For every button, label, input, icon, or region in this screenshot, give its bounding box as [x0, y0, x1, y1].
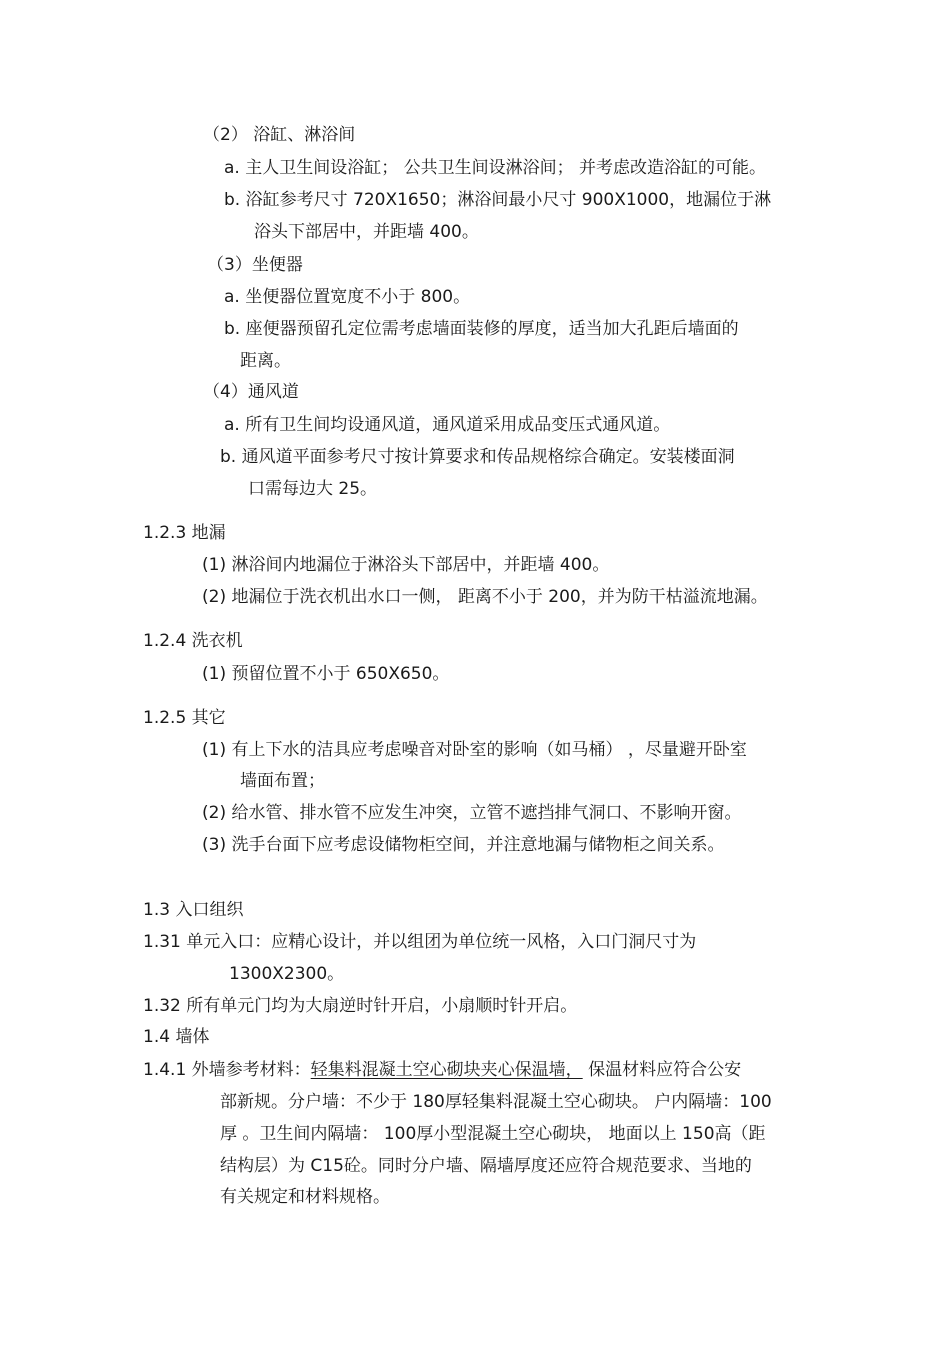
item-1-31-cont: 1300X2300。 — [229, 964, 345, 984]
item-bathtub-shower: （2） 浴缸、淋浴间 — [203, 125, 356, 145]
item-1-4-1-cont-4: 有关规定和材料规格。 — [220, 1187, 390, 1207]
section-1-2-3: 1.2.3 地漏 — [143, 523, 226, 543]
item-bathtub-b-cont: 浴头下部居中，并距墙 400。 — [254, 222, 479, 242]
item-toilet: （3）坐便器 — [207, 255, 303, 275]
item-other-3: (3) 洗手台面下应考虑设储物柜空间，并注意地漏与储物柜之间关系。 — [202, 835, 725, 855]
item-1-4-1-cont-2: 厚 。卫生间内隔墙： 100厚小型混凝土空心砌块， 地面以上 150高（距 — [220, 1124, 766, 1144]
item-toilet-b: b. 座便器预留孔定位需考虑墙面装修的厚度，适当加大孔距后墙面的 — [224, 319, 739, 339]
item-floor-drain-1: (1) 淋浴间内地漏位于淋浴头下部居中，并距墙 400。 — [202, 555, 610, 575]
item-ventilation-b-cont: 口需每边大 25。 — [248, 479, 378, 499]
item-1-31: 1.31 单元入口：应精心设计，并以组团为单位统一风格，入口门洞尺寸为 — [143, 932, 697, 952]
item-1-4-1 — [143, 1059, 741, 1081]
item-other-1-cont: 墙面布置； — [240, 771, 325, 791]
item-toilet-b-cont: 距离。 — [240, 351, 291, 371]
exterior-wall-note: 保温材料应符合公安 — [582, 1060, 742, 1080]
item-ventilation: （4）通风道 — [203, 382, 299, 402]
section-1-2-5: 1.2.5 其它 — [143, 708, 226, 728]
item-1-32: 1.32 所有单元门均为大扇逆时针开启，小扇顺时针开启。 — [143, 996, 578, 1016]
item-washer-1: (1) 预留位置不小于 650X650。 — [202, 664, 450, 684]
section-1-4: 1.4 墙体 — [143, 1027, 210, 1047]
item-other-2: (2) 给水管、排水管不应发生冲突，立管不遮挡排气洞口、不影响开窗。 — [202, 803, 742, 823]
item-1-4-1-cont-3: 结构层）为 C15砼。同时分户墙、隔墙厚度还应符合规范要求、当地的 — [220, 1156, 752, 1176]
item-toilet-a: a. 坐便器位置宽度不小于 800。 — [224, 287, 471, 307]
item-other-1: (1) 有上下水的洁具应考虑噪音对卧室的影响（如马桶） ，尽量避开卧室 — [202, 740, 747, 760]
item-floor-drain-2: (2) 地漏位于洗衣机出水口一侧， 距离不小于 200，并为防干枯溢流地漏。 — [202, 587, 768, 607]
exterior-wall-label: 1.4.1 外墙参考材料： — [143, 1060, 311, 1080]
item-bathtub-a: a. 主人卫生间设浴缸； 公共卫生间设淋浴间； 并考虑改造浴缸的可能。 — [224, 158, 767, 178]
item-1-4-1-cont-1: 部新规。分户墙：不少于 180厚轻集料混凝土空心砌块。 户内隔墙：100 — [220, 1092, 772, 1112]
section-1-2-4: 1.2.4 洗衣机 — [143, 631, 243, 651]
item-ventilation-b: b. 通风道平面参考尺寸按计算要求和传品规格综合确定。安装楼面洞 — [220, 447, 735, 467]
item-bathtub-b: b. 浴缸参考尺寸 720X1650；淋浴间最小尺寸 900X1000，地漏位于淋 — [224, 190, 772, 210]
section-1-3: 1.3 入口组织 — [143, 900, 244, 920]
item-ventilation-a: a. 所有卫生间均设通风道，通风道采用成品变压式通风道。 — [224, 415, 671, 435]
exterior-wall-material: 轻集料混凝土空心砌块夹心保温墙， — [310, 1060, 583, 1080]
